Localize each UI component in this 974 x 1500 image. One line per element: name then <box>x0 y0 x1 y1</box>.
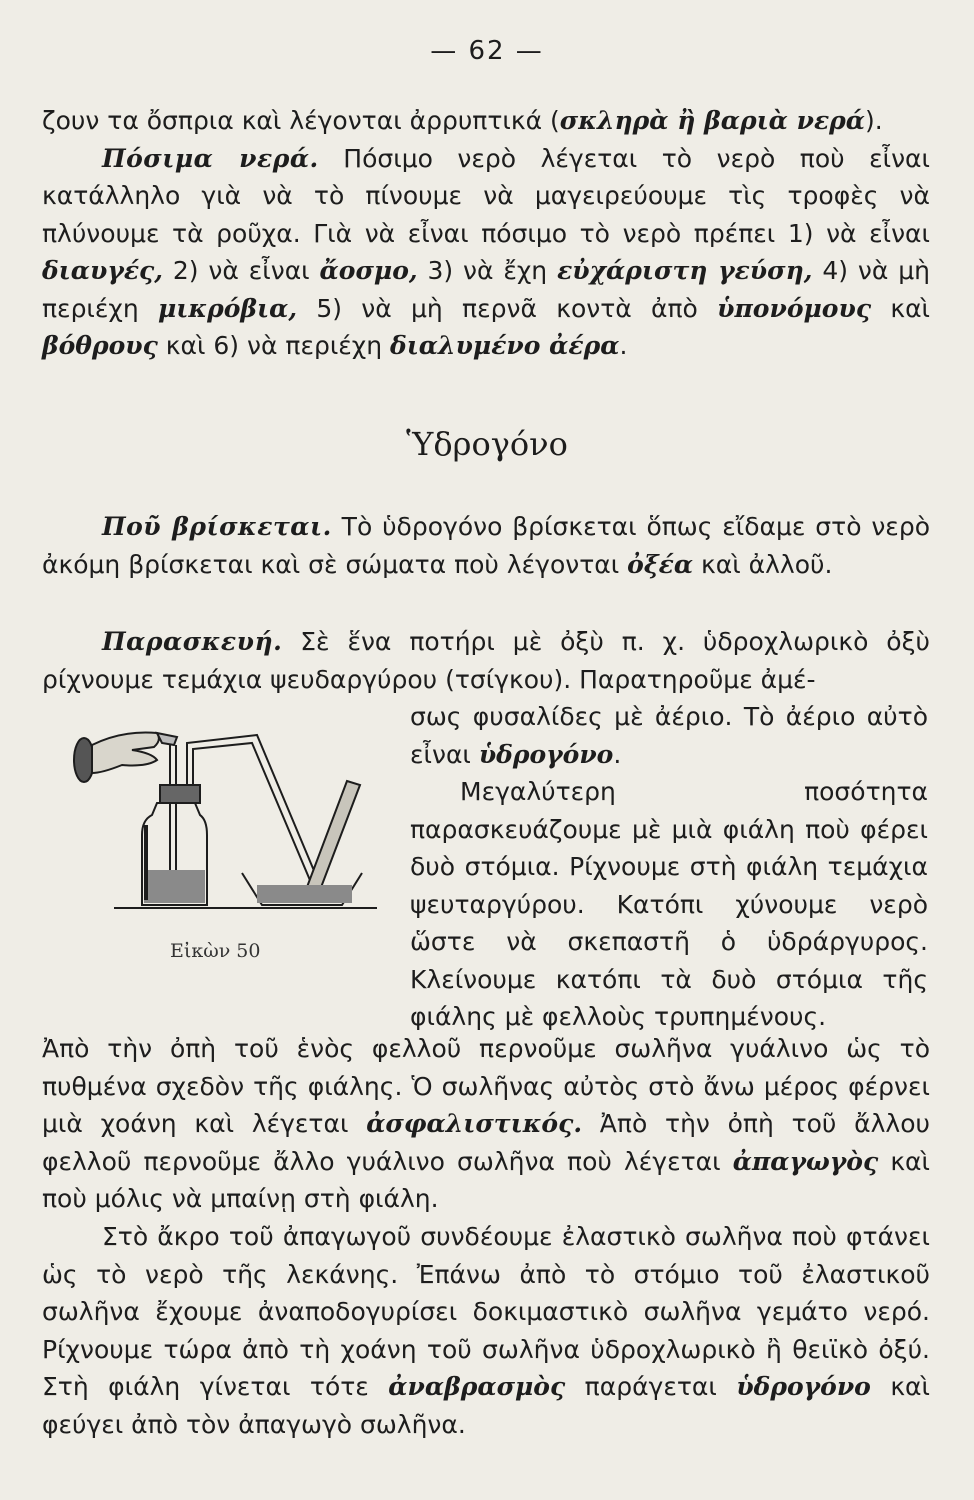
wrapped-paragraph-2: Μεγαλύτερη ποσότητα παρασκευάζουμε μὲ μιὰ φιάλη ποὺ φέρει δυὸ στόμια. Ρίχνουμε στὴ φιάλη τεμάχια ψευταργύρου. Κατόπι χύνουμε νερὸ ὥστε νὰ σκεπαστῆ ὁ ὑδράργυρος. Κλείνουμε κατόπι τὰ δυὸ στόμια τῆς φιάλης μὲ φελλοὺς τρυπημένους. <box>410 777 928 1031</box>
heading-preparation: Παρασκευή. <box>102 627 283 656</box>
where-found-block <box>42 508 930 583</box>
wrapped-text-column <box>410 698 928 1036</box>
keyword-hard-water: σκληρὰ ἢ βαριὰ νερά <box>559 106 866 135</box>
text: . <box>613 739 622 769</box>
drinkable-water-paragraph <box>42 140 930 365</box>
text: Στὸ ἄκρο τοῦ ἀπαγωγοῦ συνδέουμε ἐλαστικὸ σωλῆνα ποὺ φτάνει ὡς τὸ νερὸ τῆς λεκάνης. Ἐπάνω ἀπὸ τὸ στόμιο τοῦ ἐλαστικοῦ σωλῆνα ἔχουμε ἀναποδογυρίσει δοκιμαστικὸ σωλῆνα γεμάτο νερό. Ρίχνουμε τώρα ἀπὸ τὴ χοάνη τοῦ σωλῆνα ὑδροχλωρικὸ ἢ θειϊκὸ ὀξύ. Στὴ φιάλη γίνεται τότε <box>42 1222 930 1401</box>
heading-drinkable-water: Πόσιμα νερά. <box>102 143 319 173</box>
final-block <box>42 1218 930 1443</box>
bottle <box>142 785 207 905</box>
continuation-block <box>42 1030 930 1218</box>
keyword-hydrogen: ὑδρογόνο <box>736 1372 871 1401</box>
safety-tube <box>157 733 177 885</box>
text: Πόσιμο νερὸ λέγεται τὸ νερὸ ποὺ εἶναι κατάλληλο γιὰ νὰ τὸ πίνουμε νὰ μαγειρεύουμε τὶς τροφὲς νὰ πλύνουμε τὰ ροῦχα. Γιὰ νὰ εἶναι πόσιμο τὸ νερὸ πρέπει 1) νὰ εἶναι <box>42 143 930 248</box>
keyword-outlet-tube: ἀπαγωγὸς <box>732 1146 879 1176</box>
text: 2) νὰ εἶναι <box>162 256 320 285</box>
text: 3) νὰ ἔχη <box>417 256 558 285</box>
keyword: διαλυμένο ἀέρα <box>390 331 620 360</box>
keyword: βόθρους <box>42 331 158 360</box>
text: σως φυσαλίδες μὲ ἀέριο. Τὸ ἀέριο αὐτὸ εἶναι <box>410 702 928 769</box>
text: καὶ φεύγει ἀπὸ τὸν ἀπαγωγὸ σωλῆνα. <box>42 1372 931 1439</box>
section-title: Ὑδρογόνο <box>406 425 568 463</box>
text: Ἀπὸ τὴν ὀπὴ τοῦ ἑνὸς φελλοῦ περνοῦμε σωλῆνα γυάλινο ὡς τὸ πυθμένα σχεδὸν τῆς φιάλης. Ὁ σωλῆνας αὐτὸς στὸ ἄνω μέρος φέρνει μιὰ χοάνη καὶ λέγεται <box>42 1034 930 1138</box>
text: καὶ ἀλλοῦ. <box>693 549 833 579</box>
text: ). <box>865 106 883 135</box>
text: ζουν τα ὄσπρια καὶ λέγονται ἀρρυπτικά ( <box>42 106 560 135</box>
keyword-acids: ὀξέα <box>627 549 694 579</box>
apparatus-illustration <box>62 705 392 935</box>
keyword: διαυγές, <box>42 256 163 285</box>
basin <box>242 873 362 905</box>
test-tube <box>307 781 360 890</box>
intro-line <box>42 102 930 140</box>
keyword-safety-tube: ἀσφαλιστικός. <box>366 1109 583 1138</box>
final-paragraph <box>42 1218 930 1443</box>
text: καὶ 6) νὰ περιέχη <box>157 331 391 360</box>
text: Ἀπὸ τὴν ὀπὴ τοῦ ἄλλου φελλοῦ περνοῦμε ἄλλο γυάλινο σωλῆνα ποὺ λέγεται <box>42 1109 930 1176</box>
keyword-hydrogen: ὑδρογόνο <box>478 739 614 769</box>
keyword: εὐχάριστη γεύση, <box>557 256 813 285</box>
text: 5) νὰ μὴ περνᾶ κοντὰ ἀπὸ <box>297 293 718 323</box>
text: καὶ <box>871 293 931 323</box>
text: . <box>619 331 628 360</box>
text: παράγεται <box>565 1372 737 1401</box>
wrapped-paragraph-1 <box>410 698 928 773</box>
page-number: — 62 — <box>430 36 544 66</box>
heading-where-found: Ποῦ βρίσκεται. <box>102 512 332 541</box>
intro-block <box>42 102 930 365</box>
text: καὶ ποὺ μόλις νὰ μπαίνῃ στὴ φιάλη. <box>42 1146 931 1213</box>
text: Σὲ ἕνα ποτήρι μὲ ὀξὺ π. χ. ὑδροχλωρικὸ ὀξὺ ρίχνουμε τεμάχια ψευδαργύρου (τσίγκου). Παρατηροῦμε ἀμέ- <box>42 627 930 694</box>
keyword: ἄοσμο, <box>319 256 418 285</box>
where-found-paragraph <box>42 508 930 583</box>
text: 4) νὰ μὴ περιέχη <box>42 256 930 323</box>
keyword: ὑπονόμους <box>717 293 872 323</box>
text: Τὸ ὑδρογόνο βρίσκεται ὅπως εἴδαμε στὸ νερὸ ἀκόμη βρίσκεται καὶ σὲ σώματα ποὺ λέγονται <box>42 512 930 579</box>
figure-apparatus <box>62 705 392 970</box>
hand-drawing <box>74 733 159 783</box>
keyword: μικρόβια, <box>157 293 298 323</box>
keyword-effervescence: ἀναβρασμὸς <box>388 1372 566 1401</box>
figure-caption: Εἰκὼν 50 <box>170 940 261 962</box>
continuation-paragraph <box>42 1030 930 1218</box>
preparation-paragraph <box>42 623 930 698</box>
preparation-block <box>42 623 930 698</box>
